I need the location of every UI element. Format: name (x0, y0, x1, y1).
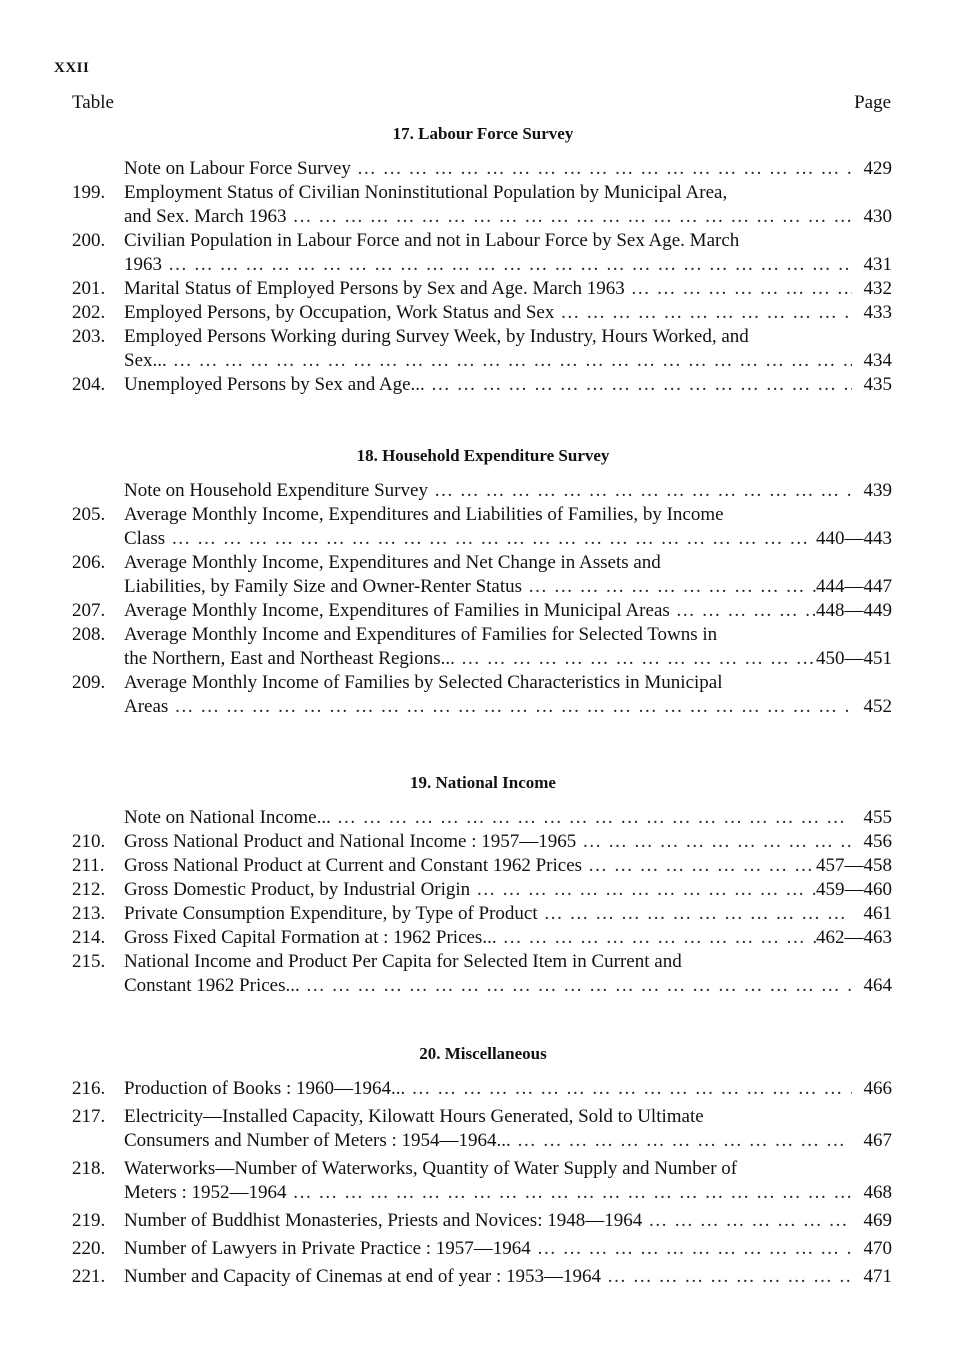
dot-leader (625, 277, 852, 301)
entry-title-line: Liabilities, by Family Size and Owner-Renter Status (124, 576, 523, 597)
section-household-expenditure-survey (0, 444, 966, 719)
column-header-table: Table (72, 92, 114, 113)
table-number: 208. (72, 624, 106, 645)
page-number: 448—449 (816, 600, 892, 621)
entry-title-line: Production of Books : 1960—1964... (124, 1078, 406, 1099)
dot-leader (576, 830, 852, 854)
entry-title-line: Note on National Income... (124, 807, 331, 828)
table-number: 206. (72, 552, 106, 573)
entry-title-line: Employment Status of Civilian Noninstitutional Population by Municipal Area, (124, 182, 728, 203)
section-labour-force-survey (0, 122, 966, 397)
entry-title-line: Gross Domestic Product, by Industrial Origin (124, 879, 471, 900)
page-number: 429 (863, 158, 892, 179)
toc-entry[interactable] (0, 854, 966, 878)
section-national-income (0, 771, 966, 998)
entry-title-line: Constant 1962 Prices... (124, 975, 300, 996)
dot-leader (538, 902, 852, 926)
entry-title-line: Number of Lawyers in Private Practice : 1957—1964 (124, 1238, 531, 1259)
dot-leader (168, 695, 852, 719)
entry-title-line: Note on Labour Force Survey (124, 158, 351, 179)
dot-leader (331, 806, 852, 830)
entry-title-line: Sex... (124, 350, 167, 371)
dot-leader (511, 1129, 852, 1153)
page-number: 431 (863, 254, 892, 275)
toc-entry[interactable] (0, 181, 966, 229)
table-number: 213. (72, 903, 106, 924)
table-number: 214. (72, 927, 106, 948)
entry-title-line: Marital Status of Employed Persons by Sex and Age. March 1963 (124, 278, 625, 299)
dot-leader (470, 878, 816, 902)
page-number: 440—443 (816, 528, 892, 549)
toc-entry[interactable] (0, 1105, 966, 1153)
entry-title-line: Meters : 1952—1964 (124, 1182, 287, 1203)
toc-entry[interactable] (0, 599, 966, 623)
dot-leader (287, 205, 852, 229)
toc-entry[interactable] (0, 157, 966, 181)
dot-leader (582, 854, 816, 878)
entry-title-line: Average Monthly Income, Expenditures of Families in Municipal Areas (124, 600, 670, 621)
dot-leader (642, 1209, 852, 1233)
page-number: 459—460 (816, 879, 892, 900)
dot-leader (531, 1237, 852, 1261)
toc-entry[interactable] (0, 301, 966, 325)
section-title: 20. Miscellaneous (419, 1044, 547, 1063)
table-number: 216. (72, 1078, 106, 1099)
page-number: 433 (863, 302, 892, 323)
toc-entry[interactable] (0, 878, 966, 902)
dot-leader (167, 349, 852, 373)
toc-entry[interactable] (0, 1265, 966, 1289)
column-header-page: Page (854, 92, 891, 113)
page-number: 461 (863, 903, 892, 924)
table-number: 199. (72, 182, 106, 203)
table-number: 220. (72, 1238, 106, 1259)
entry-title-line: Private Consumption Expenditure, by Type of Product (124, 903, 538, 924)
toc-entry[interactable] (0, 277, 966, 301)
table-number: 221. (72, 1266, 106, 1287)
page-number: 468 (863, 1182, 892, 1203)
dot-leader (522, 575, 816, 599)
dot-leader (351, 157, 852, 181)
entry-title-line: the Northern, East and Northeast Regions... (124, 648, 455, 669)
page-number: 464 (863, 975, 892, 996)
entry-title-line: National Income and Product Per Capita for Selected Item in Current and (124, 951, 682, 972)
entry-title-line: Waterworks—Number of Waterworks, Quantity of Water Supply and Number of (124, 1158, 738, 1179)
table-number: 215. (72, 951, 106, 972)
toc-entry[interactable] (0, 830, 966, 854)
entry-title-line: Gross National Product and National Income : 1957—1965 (124, 831, 577, 852)
toc-entry[interactable] (0, 902, 966, 926)
entry-title-line: Employed Persons, by Occupation, Work Status and Sex (124, 302, 555, 323)
toc-entry[interactable] (0, 503, 966, 551)
toc-entry[interactable] (0, 950, 966, 998)
table-number: 218. (72, 1158, 106, 1179)
entry-title-line: Areas (124, 696, 169, 717)
page-number: 466 (863, 1078, 892, 1099)
table-number: 201. (72, 278, 106, 299)
entry-title-line: Gross Fixed Capital Formation at : 1962 Prices... (124, 927, 497, 948)
table-number: 219. (72, 1210, 106, 1231)
page-number: 455 (863, 807, 892, 828)
page-number: 439 (863, 480, 892, 501)
page-number: 430 (863, 206, 892, 227)
table-number: 205. (72, 504, 106, 525)
page-number: 469 (863, 1210, 892, 1231)
entry-title-line: and Sex. March 1963 (124, 206, 287, 227)
toc-entry[interactable] (0, 671, 966, 719)
page-number: 435 (863, 374, 892, 395)
page-number: 471 (863, 1266, 892, 1287)
section-title: 17. Labour Force Survey (392, 124, 574, 143)
toc-entry[interactable] (0, 1157, 966, 1205)
page-number: 467 (863, 1130, 892, 1151)
entry-title-line: Number and Capacity of Cinemas at end of year : 1953—1964 (124, 1266, 601, 1287)
entry-title-line: 1963 (124, 254, 162, 275)
entry-title-line: Class (124, 528, 166, 549)
dot-leader (428, 479, 852, 503)
toc-entry[interactable] (0, 325, 966, 373)
section-miscellaneous (0, 1042, 966, 1289)
entry-title-line: Number of Buddhist Monasteries, Priests and Novices: 1948—1964 (124, 1210, 643, 1231)
table-number: 210. (72, 831, 106, 852)
dot-leader (165, 527, 816, 551)
table-number: 212. (72, 879, 106, 900)
dot-leader (405, 1077, 852, 1101)
page-roman-numeral: XXII (54, 60, 90, 76)
section-title: 18. Household Expenditure Survey (356, 446, 610, 465)
page-number: 450—451 (816, 648, 892, 669)
dot-leader (162, 253, 852, 277)
page-number: 432 (863, 278, 892, 299)
dot-leader (287, 1181, 852, 1205)
table-number: 203. (72, 326, 106, 347)
dot-leader (455, 647, 816, 671)
entry-title-line: Average Monthly Income and Expenditures of Families for Selected Towns in (124, 624, 718, 645)
toc-entry[interactable] (0, 1237, 966, 1261)
entry-title-line: Average Monthly Income of Families by Selected Characteristics in Municipal (124, 672, 723, 693)
section-title: 19. National Income (410, 773, 556, 792)
dot-leader (670, 599, 816, 623)
toc-entry[interactable] (0, 806, 966, 830)
page-number: 444—447 (816, 576, 892, 597)
table-number: 200. (72, 230, 106, 251)
table-number: 209. (72, 672, 106, 693)
dot-leader (300, 974, 852, 998)
toc-entry[interactable] (0, 1209, 966, 1233)
table-number: 211. (72, 855, 105, 876)
entry-title-line: Gross National Product at Current and Constant 1962 Prices (124, 855, 583, 876)
toc-entry[interactable] (0, 479, 966, 503)
entry-title-line: Average Monthly Income, Expenditures and Net Change in Assets and (124, 552, 661, 573)
entry-title-line: Employed Persons Working during Survey Week, by Industry, Hours Worked, and (124, 326, 749, 347)
page-number: 462—463 (816, 927, 892, 948)
table-number: 217. (72, 1106, 106, 1127)
page-number: 457—458 (816, 855, 892, 876)
page-number: 452 (863, 696, 892, 717)
table-number: 207. (72, 600, 106, 621)
entry-title-line: Consumers and Number of Meters : 1954—1964... (124, 1130, 511, 1151)
toc-entry[interactable] (0, 373, 966, 397)
page-number: 470 (863, 1238, 892, 1259)
page-number: 456 (863, 831, 892, 852)
dot-leader (601, 1265, 852, 1289)
dot-leader (497, 926, 816, 950)
toc-entry[interactable] (0, 551, 966, 599)
entry-title-line: Unemployed Persons by Sex and Age... (124, 374, 425, 395)
toc-entry[interactable] (0, 926, 966, 950)
entry-title-line: Note on Household Expenditure Survey (124, 480, 428, 501)
toc-entry[interactable] (0, 1077, 966, 1101)
page-number: 434 (863, 350, 892, 371)
toc-entry[interactable] (0, 229, 966, 277)
dot-leader (425, 373, 852, 397)
table-number: 204. (72, 374, 106, 395)
dot-leader (554, 301, 852, 325)
entry-title-line: Average Monthly Income, Expenditures and Liabilities of Families, by Income (124, 504, 724, 525)
toc-entry[interactable] (0, 623, 966, 671)
table-number: 202. (72, 302, 106, 323)
entry-title-line: Electricity—Installed Capacity, Kilowatt Hours Generated, Sold to Ultimate (124, 1106, 704, 1127)
entry-title-line: Civilian Population in Labour Force and not in Labour Force by Sex Age. March (124, 230, 740, 251)
